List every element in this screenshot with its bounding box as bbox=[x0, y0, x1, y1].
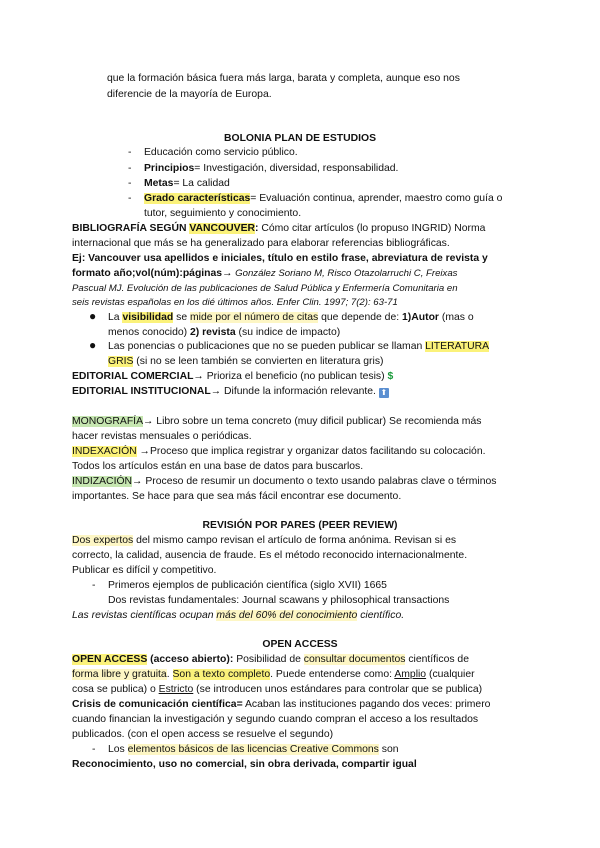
intro-line-1: que la formación básica fuera más larga, barata y completa, aunque eso nos bbox=[107, 73, 460, 84]
dash-bullet: - bbox=[128, 178, 132, 189]
editorial-comercial: EDITORIAL COMERCIAL→ Prioriza el beneficio (no publican tesis) $ bbox=[72, 371, 394, 382]
dash-bullet: - bbox=[92, 580, 96, 591]
open-access-line-1: OPEN ACCESS (acceso abierto): Posibilidad de consultar documentos científicos de bbox=[72, 654, 469, 665]
biblio-example-3: Pascual MJ. Evolución de las publicaciones de Salud Pública y Enfermería Comunitaria en bbox=[72, 283, 458, 294]
crisis-line-2: cuando financian la investigación y segundo cuando compran el acceso a los resultados bbox=[72, 714, 479, 725]
editorial-institucional: EDITORIAL INSTITUCIONAL→ Difunde la información relevante. ⬆ bbox=[72, 386, 388, 397]
up-arrow-icon: ⬆ bbox=[380, 388, 388, 397]
biblio-line-1: BIBLIOGRAFÍA SEGÚN VANCOUVER: Cómo citar artículos (lo propuso INGRID) Norma bbox=[72, 223, 486, 234]
revision-line-1: Dos expertos del mismo campo revisan el artículo de forma anónima. Revisan si es bbox=[72, 535, 457, 546]
crisis-line-3: publicados. (con el open access se resuelve el segundo) bbox=[72, 729, 334, 740]
creative-commons-elements: Reconocimiento, uso no comercial, sin obra derivada, compartir igual bbox=[72, 759, 417, 770]
dot-bullet: ● bbox=[89, 338, 97, 352]
biblio-line-2: internacional que más se ha generalizado para elaborar referencias bibliográficas. bbox=[72, 238, 450, 249]
revision-item-1: Primeros ejemplos de publicación científica (siglo XVII) 1665 bbox=[108, 580, 387, 591]
bolonia-item-3: Metas= La calidad bbox=[144, 178, 230, 189]
monografia-line-2: hacer revistas mensuales o periódicas. bbox=[72, 431, 252, 442]
open-access-line-2: forma libre y gratuita. Son a texto completo. Puede entenderse como: Amplio (cualquier bbox=[72, 669, 475, 680]
revision-italic-note: Las revistas científicas ocupan más del 60% del conocimiento científico. bbox=[72, 610, 405, 621]
indexacion-line-2: Todos los artículos están en una base de datos para buscarlos. bbox=[72, 461, 364, 472]
dash-bullet: - bbox=[92, 744, 96, 755]
revision-title: REVISIÓN POR PARES (PEER REVIEW) bbox=[202, 520, 398, 531]
bolonia-item-4-cont: tutor, seguimiento y conocimiento. bbox=[144, 208, 302, 219]
bolonia-item-4: Grado características= Evaluación continua, aprender, maestro como guía o bbox=[144, 193, 503, 204]
biblio-example-2: formato año;vol(núm):páginas→ González Soriano M, Risco Otazolarruchi C, Freixas bbox=[72, 268, 458, 279]
revision-line-3: Publicar es difícil y competitivo. bbox=[72, 565, 217, 576]
dot-bullet: ● bbox=[89, 309, 97, 323]
creative-commons-item: Los elementos básicos de las licencias Creative Commons son bbox=[108, 744, 399, 755]
intro-line-2: diferencie de la mayoría de Europa. bbox=[107, 89, 272, 100]
dash-bullet: - bbox=[128, 193, 132, 204]
grey-literature-bullet-cont: GRIS (si no se leen también se convierten en literatura gris) bbox=[108, 356, 384, 367]
bolonia-item-1: Educación como servicio público. bbox=[144, 147, 298, 158]
open-access-title: OPEN ACCESS bbox=[262, 639, 338, 650]
indizacion-line-1: INDIZACIÓN→ Proceso de resumir un documento o texto usando palabras clave o términos bbox=[72, 476, 497, 487]
indizacion-line-2: importantes. Se hace para que sea más fácil encontrar ese documento. bbox=[72, 491, 402, 502]
indexacion-line-1: INDEXACIÓN →Proceso que implica registrar y organizar datos facilitando su colocación. bbox=[72, 446, 486, 457]
revision-item-1-cont: Dos revistas fundamentales: Journal scawans y philosophical transactions bbox=[108, 595, 450, 606]
grey-literature-bullet: Las ponencias o publicaciones que no se pueden publicar se llaman LITERATURA bbox=[108, 341, 490, 352]
visibility-bullet: La visibilidad se mide por el número de citas que depende de: 1)Autor (mas o bbox=[108, 312, 474, 323]
bolonia-title: BOLONIA PLAN DE ESTUDIOS bbox=[223, 133, 377, 144]
crisis-line-1: Crisis de comunicación científica= Acaban las instituciones pagando dos veces: primero bbox=[72, 699, 491, 710]
dash-bullet: - bbox=[128, 163, 132, 174]
open-access-line-3: cosa se publica) o Estricto (se introducen unos estándares para controlar que se publica) bbox=[72, 684, 483, 695]
dash-bullet: - bbox=[128, 147, 132, 158]
visibility-bullet-cont: menos conocido) 2) revista (su indice de impacto) bbox=[108, 327, 341, 338]
biblio-example-4: seis revistas españolas en los dié últimos años. Enfer Clin. 1997; 7(2): 63-71 bbox=[72, 297, 398, 308]
dollar-icon: $ bbox=[387, 371, 394, 382]
monografia-line-1: MONOGRAFÍA→ Libro sobre un tema concreto (muy dificil publicar) Se recomienda más bbox=[72, 416, 482, 427]
revision-line-2: correcto, la calidad, ausencia de fraude. Es el método reconocido internacionalmente. bbox=[72, 550, 468, 561]
biblio-example-1: Ej: Vancouver usa apellidos e iniciales, título en estilo frase, abreviatura de revista y bbox=[72, 253, 488, 264]
bolonia-item-2: Principios= Investigación, diversidad, responsabilidad. bbox=[144, 163, 399, 174]
